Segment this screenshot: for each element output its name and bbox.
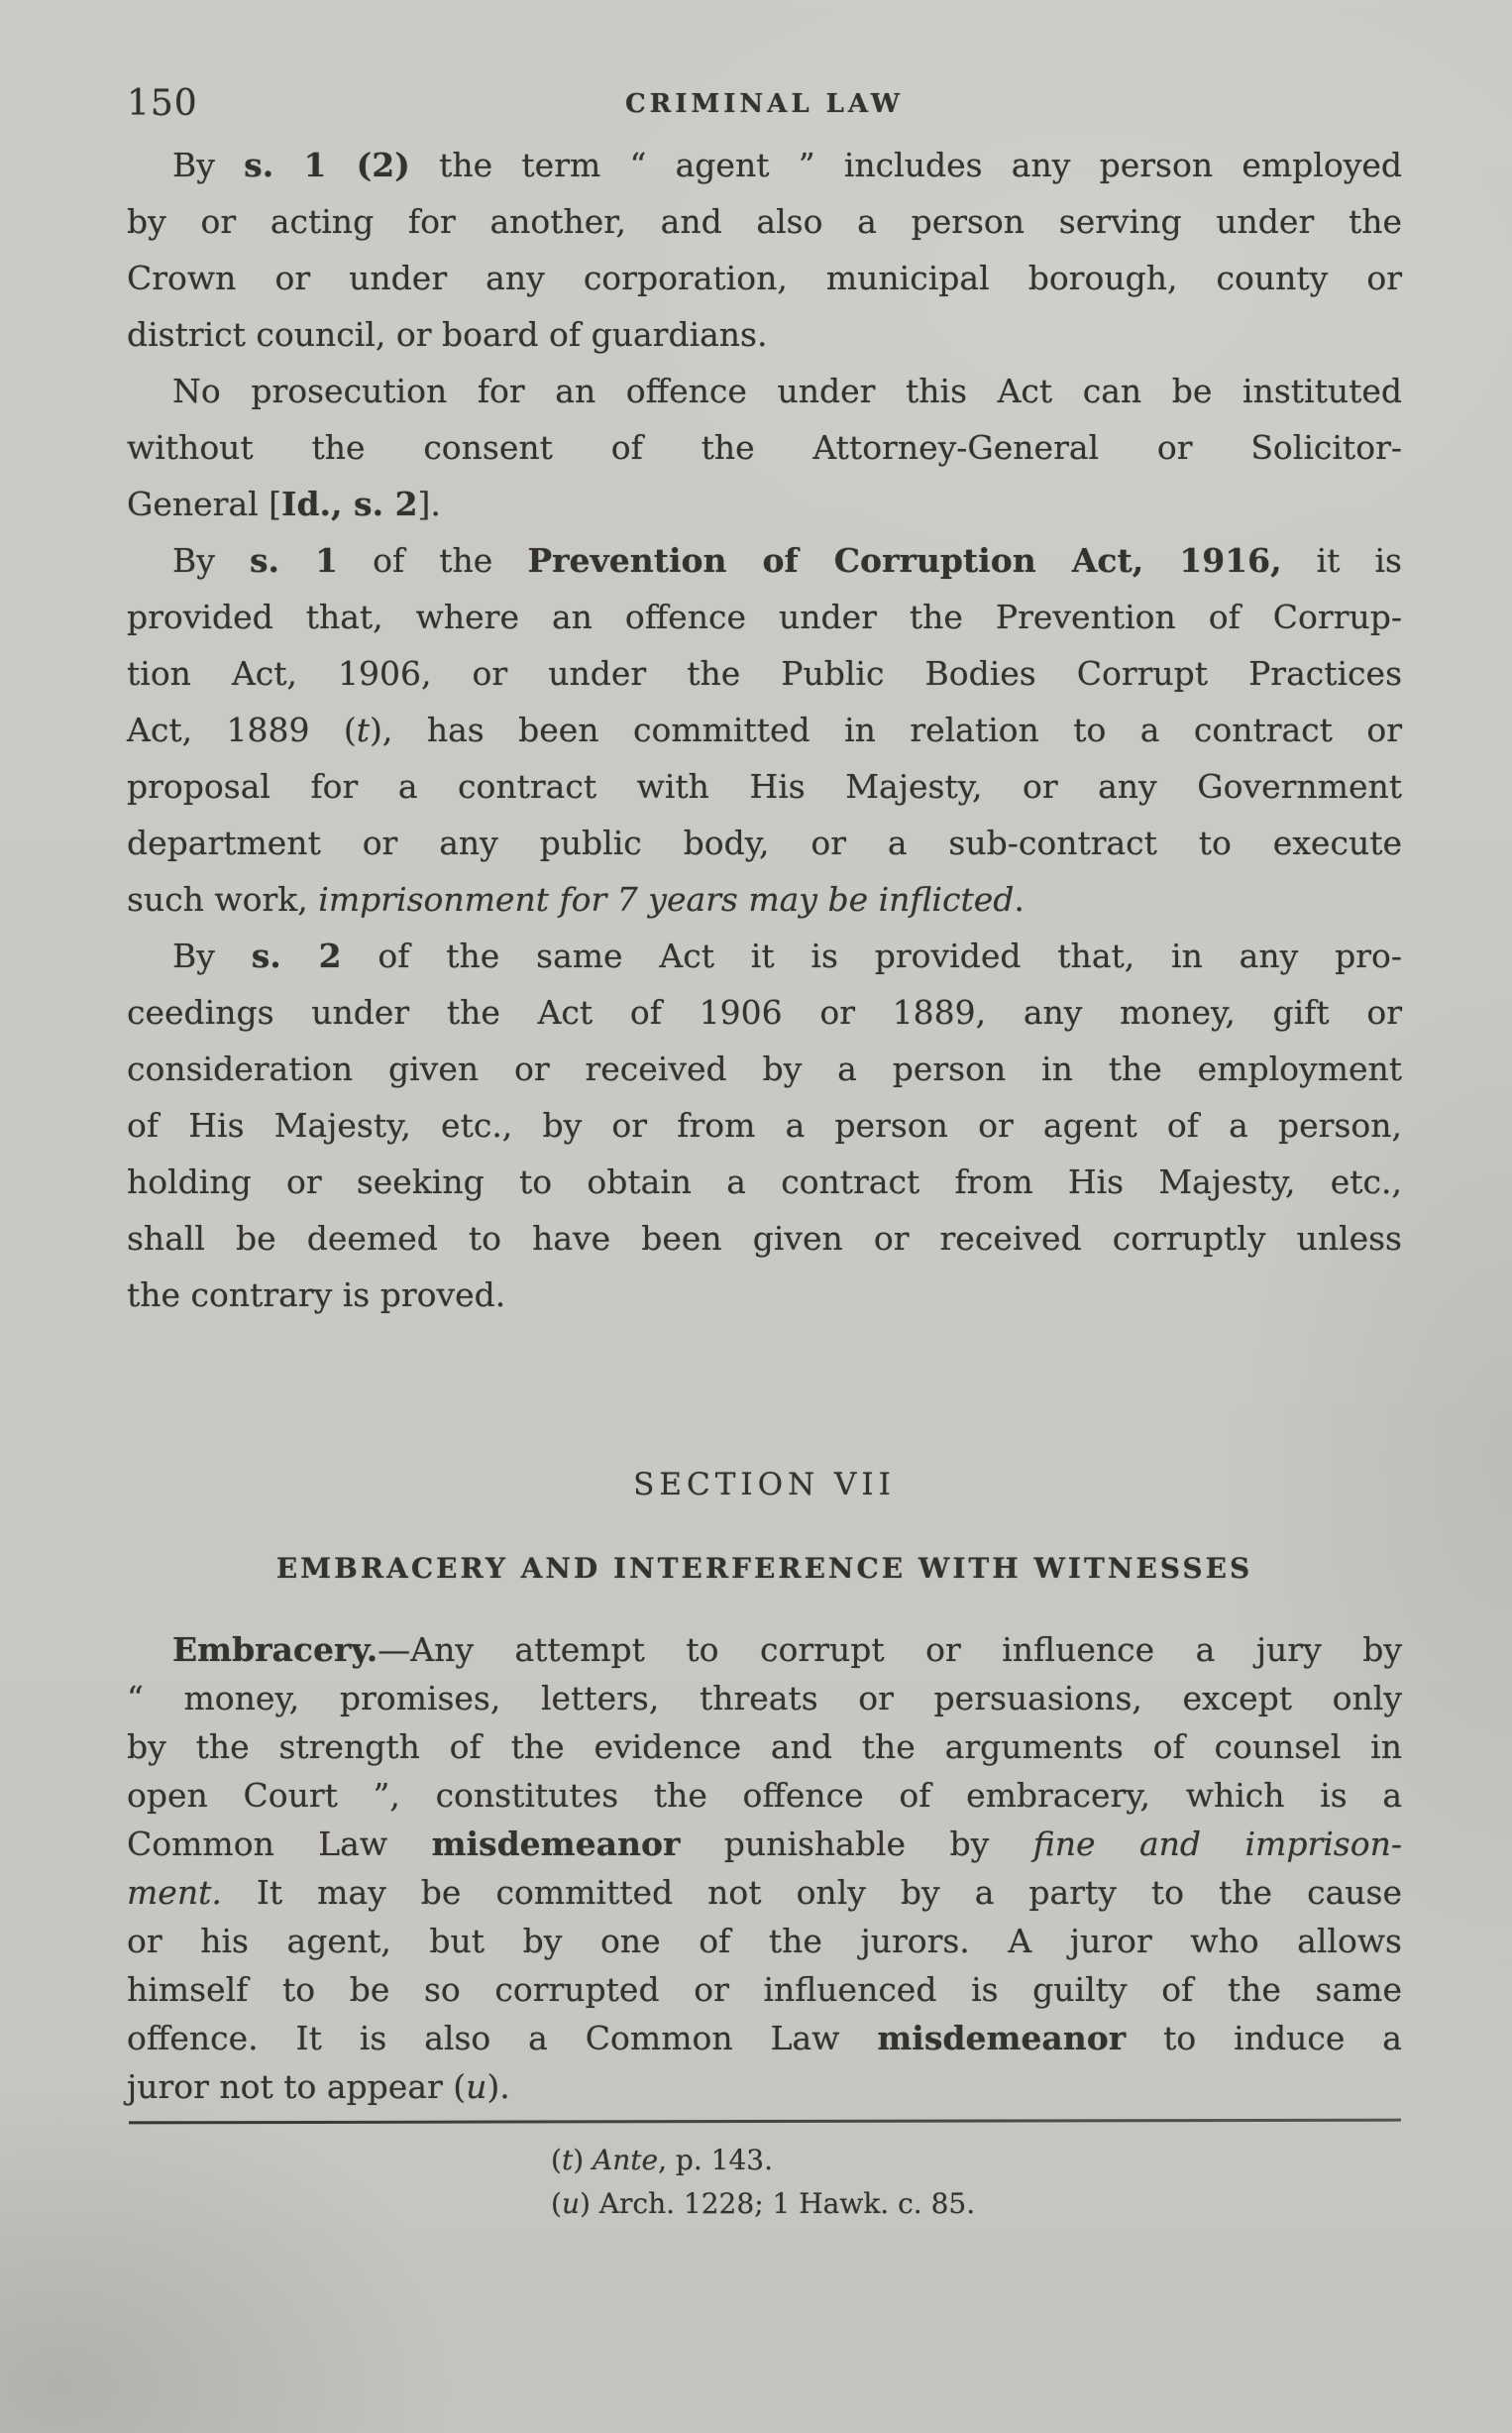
- text-segment: Id., s. 2: [281, 485, 418, 523]
- text-line: [127, 306, 1402, 363]
- text-line: [127, 984, 1402, 1041]
- text-line: [127, 645, 1402, 702]
- text-line: [127, 758, 1402, 815]
- text-line: [127, 702, 1402, 758]
- text-segment: u: [561, 2187, 580, 2220]
- text-line: [127, 2014, 1402, 2062]
- text-segment: , p. 143.: [658, 2144, 773, 2176]
- text-segment: By: [172, 541, 250, 580]
- text-line: [127, 363, 1402, 419]
- text-segment: department or any public body, or a sub-contract to execute: [127, 824, 1402, 862]
- text-segment: of the: [338, 541, 528, 580]
- text-line: [127, 1917, 1402, 1965]
- text-segment: ) Arch. 1228; 1 Hawk. c. 85.: [579, 2187, 976, 2220]
- section-subtitle: EMBRACERY AND INTERFERENCE WITH WITNESSES: [275, 1552, 1253, 1585]
- text-segment: s. 1: [249, 541, 339, 580]
- text-line: [551, 2139, 1304, 2182]
- text-line: [127, 815, 1402, 871]
- text-segment: “ money, promises, letters, threats or persuasions, except only: [127, 1679, 1402, 1717]
- text-segment: of His Majesty, etc., by or from a person or agent of a person,: [127, 1106, 1402, 1145]
- text-line: [551, 2182, 1304, 2226]
- text-segment: (: [551, 2187, 562, 2220]
- text-segment: tion Act, 1906, or under the Public Bodies Corrupt Practices: [127, 654, 1402, 693]
- text-segment: to induce a: [1126, 2019, 1402, 2057]
- text-segment: Common Law: [127, 1825, 432, 1863]
- text-segment: It may be committed not only by a party to the cause: [221, 1873, 1402, 1912]
- text-segment: consideration given or received by a person in the employment: [127, 1050, 1402, 1088]
- text-segment: imprisonment for 7 years may be inflicted: [318, 880, 1015, 919]
- text-segment: u: [466, 2067, 487, 2106]
- running-title: CRIMINAL LAW: [624, 89, 905, 119]
- text-segment: misdemeanor: [877, 2019, 1127, 2057]
- text-segment: By: [172, 146, 245, 184]
- text-segment: —Any attempt to corrupt or influence a jury by: [378, 1630, 1402, 1669]
- text-line: [127, 419, 1402, 476]
- text-line: [127, 1097, 1402, 1154]
- page-number: 150: [127, 83, 198, 124]
- text-segment: without the consent of the Attorney-General or Solicitor-: [127, 428, 1402, 467]
- text-line: [127, 1820, 1402, 1868]
- text-segment: By: [172, 937, 252, 975]
- text-line: [127, 871, 1402, 928]
- text-segment: the contrary is proved.: [127, 1275, 506, 1314]
- text-segment: s. 2: [251, 937, 342, 975]
- text-segment: Act, 1889 (: [127, 711, 357, 749]
- text-line: [127, 1210, 1402, 1267]
- section-body-text: [127, 1625, 1402, 2111]
- text-line: [127, 1625, 1402, 1674]
- text-segment: misdemeanor: [431, 1825, 681, 1863]
- text-segment: such work,: [127, 880, 319, 919]
- text-line: [127, 1868, 1402, 1917]
- text-line: [127, 1267, 1402, 1323]
- text-segment: Embracery.: [172, 1630, 378, 1669]
- text-segment: provided that, where an offence under the Prevention of Corrup-: [127, 598, 1402, 636]
- text-line: [127, 250, 1402, 306]
- text-segment: offence. It is also a Common Law: [127, 2019, 878, 2057]
- footnote-divider: [129, 2119, 1401, 2125]
- text-segment: ceedings under the Act of 1906 or 1889, any money, gift or: [127, 993, 1402, 1032]
- text-line: [127, 137, 1402, 193]
- text-segment: shall be deemed to have been given or received corruptly unless: [127, 1219, 1402, 1258]
- text-segment: open Court ”, constitutes the offence of embracery, which is a: [127, 1776, 1402, 1815]
- text-segment: juror not to appear (: [127, 2067, 467, 2106]
- text-segment: (: [551, 2144, 562, 2176]
- text-segment: by or acting for another, and also a person serving under the: [127, 202, 1402, 241]
- text-line: [127, 1965, 1402, 2014]
- text-line: [127, 476, 1402, 532]
- text-segment: of the same Act it is provided that, in any pro-: [341, 937, 1402, 975]
- text-segment: .: [1014, 880, 1025, 919]
- page-header: [127, 83, 1402, 123]
- text-segment: ment.: [127, 1873, 222, 1912]
- text-segment: by the strength of the evidence and the arguments of counsel in: [127, 1727, 1402, 1766]
- text-line: [127, 1041, 1402, 1097]
- text-segment: ), has been committed in relation to a contract or: [370, 711, 1402, 749]
- text-segment: ].: [417, 485, 441, 523]
- text-segment: Ante: [593, 2144, 659, 2176]
- text-segment: Prevention of Corruption Act, 1916,: [527, 541, 1282, 580]
- text-line: [127, 2062, 1402, 2111]
- text-line: [127, 1674, 1402, 1722]
- text-line: [127, 928, 1402, 984]
- text-line: [127, 532, 1402, 589]
- text-segment: district council, or board of guardians.: [127, 315, 768, 354]
- section-title: SECTION VII: [633, 1467, 896, 1502]
- text-segment: ): [573, 2144, 594, 2176]
- text-line: [127, 193, 1402, 250]
- text-segment: ).: [486, 2067, 510, 2106]
- text-segment: or his agent, but by one of the jurors. A juror who allows: [127, 1922, 1402, 1960]
- text-segment: holding or seeking to obtain a contract from His Majesty, etc.,: [127, 1162, 1402, 1201]
- text-segment: it is: [1281, 541, 1402, 580]
- text-segment: proposal for a contract with His Majesty, or any Government: [127, 767, 1402, 806]
- text-segment: the term “ agent ” includes any person employed: [409, 146, 1402, 184]
- text-segment: punishable by: [680, 1825, 1033, 1863]
- text-line: [127, 589, 1402, 645]
- text-line: [127, 1154, 1402, 1210]
- footnotes: [551, 2139, 1304, 2226]
- text-line: [127, 1771, 1402, 1820]
- text-segment: Crown or under any corporation, municipal borough, county or: [127, 259, 1402, 297]
- text-segment: s. 1 (2): [244, 146, 410, 184]
- text-line: [127, 1722, 1402, 1771]
- text-segment: fine and imprison-: [1032, 1825, 1402, 1863]
- text-segment: t: [356, 711, 371, 749]
- text-segment: t: [561, 2144, 574, 2176]
- text-segment: himself to be so corrupted or influenced is guilty of the same: [127, 1970, 1402, 2009]
- body-text: [127, 137, 1402, 1323]
- text-segment: No prosecution for an offence under this Act can be instituted: [172, 372, 1402, 410]
- text-segment: General [: [127, 485, 282, 523]
